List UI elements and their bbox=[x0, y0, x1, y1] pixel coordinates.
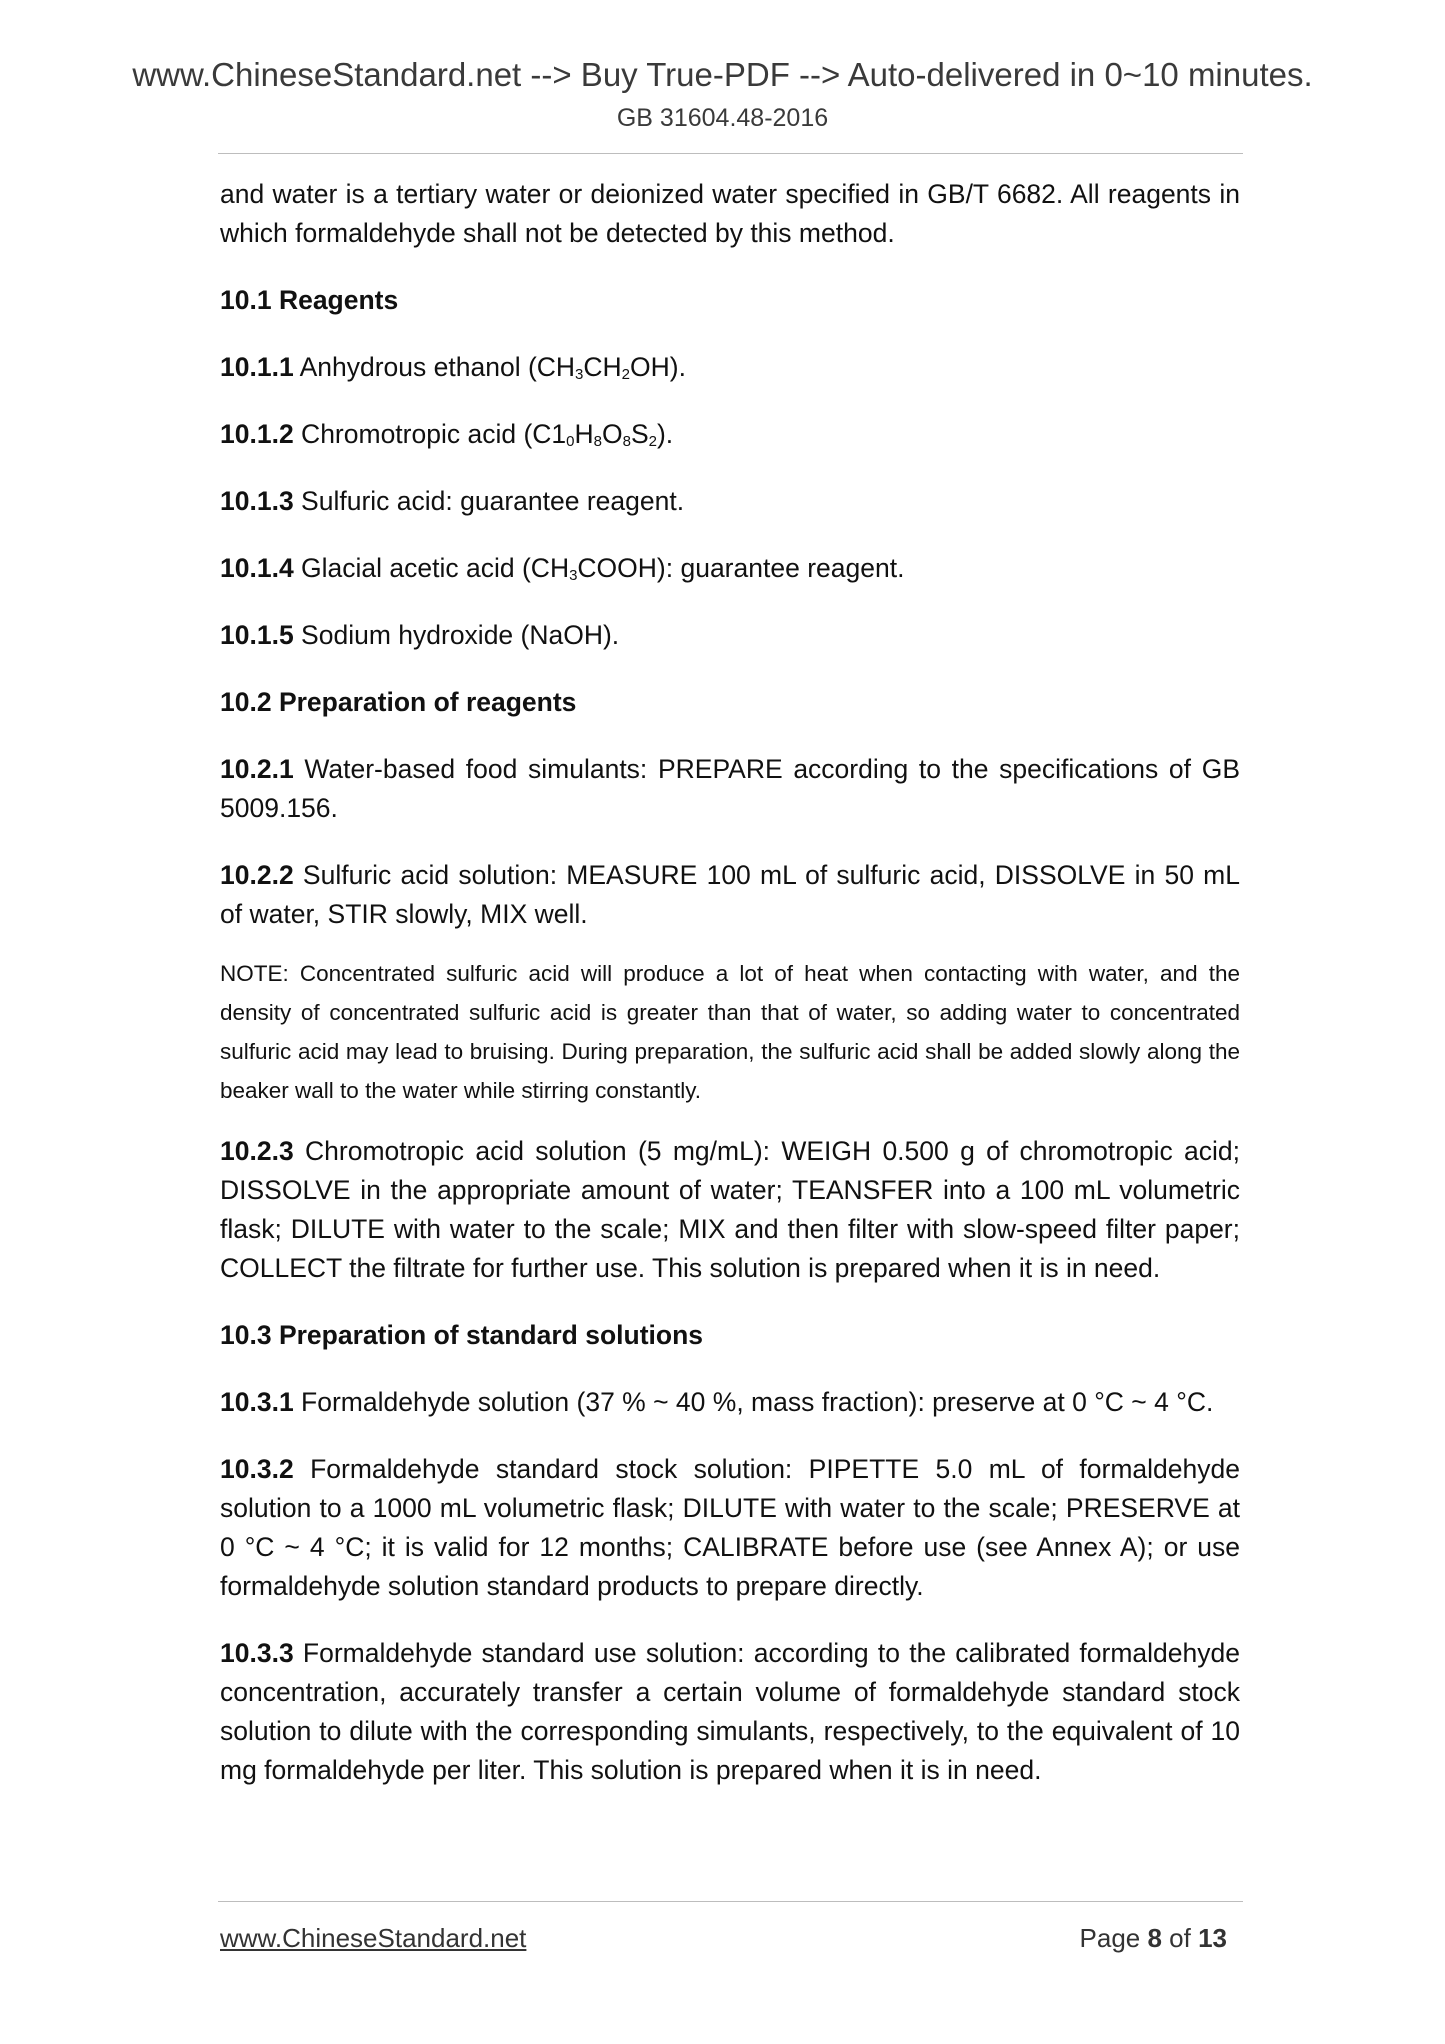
item-10-1-2: 10.1.2 Chromotropic acid $(C1_0H_8O_8S_2)$. bbox=[220, 419, 674, 450]
note-paragraph: NOTE: Concentrated sulfuric acid will produce a lot of heat when contacting with water, and the density of concentrated sulfuric acid is greater than that of water, so adding water to concentrated sulfuric acid may lead to bruising. During preparation, the sulfuric acid shall be added slowly along the beaker wall to the water while stirring constantly. bbox=[220, 961, 1240, 1103]
page-number: Page 8 of 13 bbox=[1079, 1923, 1227, 1953]
section-10-3-heading: 10.3 Preparation of standard solutions bbox=[220, 1320, 703, 1350]
footer-site-link[interactable]: www.ChineseStandard.net bbox=[220, 1923, 527, 1953]
item-10-1-5: 10.1.5 Sodium hydroxide (NaOH). bbox=[220, 620, 620, 650]
item-10-3-2: 10.3.2 Formaldehyde standard stock solution: PIPETTE 5.0 mL of formaldehyde solution to a 1000 mL volumetric flask; DILUTE with water to the scale; PRESERVE at 0 °C ~ 4 °C; it is valid for 12 months; CALIBRATE before use (see Annex A); or use formaldehyde solution standard products to prepare directly. bbox=[220, 1454, 1240, 1601]
header-divider bbox=[218, 153, 1243, 154]
item-10-3-1: 10.3.1 Formaldehyde solution (37 % ~ 40 %, mass fraction): preserve at 0 °C ~ 4 °C. bbox=[220, 1387, 1214, 1417]
section-10-1-heading: 10.1 Reagents bbox=[220, 285, 399, 315]
item-10-1-1: 10.1.1 Anhydrous ethanol $(CH_3CH_2OH)$. bbox=[220, 352, 686, 383]
standard-number: GB 31604.48-2016 bbox=[616, 104, 829, 132]
item-10-1-4: 10.1.4 Glacial acetic acid $(CH_3COOH)$: guarantee reagent. bbox=[220, 553, 905, 584]
item-10-2-3: 10.2.3 Chromotropic acid solution (5 mg/mL): WEIGH 0.500 g of chromotropic acid; DISSOLVE in the appropriate amount of water; TEANSFER into a 100 mL volumetric flask; DILUTE with water to the scale; MIX and then filter with slow-speed filter paper; COLLECT the filtrate for further use. This solution is prepared when it is in need. bbox=[220, 1136, 1240, 1283]
section-10-2-heading: 10.2 Preparation of reagents bbox=[220, 687, 577, 717]
item-10-1-3: 10.1.3 Sulfuric acid: guarantee reagent. bbox=[220, 486, 685, 516]
item-10-2-2: 10.2.2 Sulfuric acid solution: MEASURE 100 mL of sulfuric acid, DISSOLVE in 50 mL of water, STIR slowly, MIX well. bbox=[220, 860, 1240, 929]
intro-paragraph: and water is a tertiary water or deionized water specified in GB/T 6682. All reagents in which formaldehyde shall not be detected by this method. bbox=[220, 179, 1240, 248]
item-10-3-3: 10.3.3 Formaldehyde standard use solution: according to the calibrated formaldehyde concentration, accurately transfer a certain volume of formaldehyde standard stock solution to dilute with the corresponding simulants, respectively, to the equivalent of 10 mg formaldehyde per liter. This solution is prepared when it is in need. bbox=[220, 1638, 1240, 1785]
page-body bbox=[220, 175, 1240, 1790]
item-10-2-1: 10.2.1 Water-based food simulants: PREPARE according to the specifications of GB 5009.156. bbox=[220, 754, 1240, 823]
header-banner: www.ChineseStandard.net --> Buy True-PDF --> Auto-delivered in 0~10 minutes. bbox=[132, 56, 1313, 93]
footer-divider bbox=[218, 1901, 1243, 1902]
